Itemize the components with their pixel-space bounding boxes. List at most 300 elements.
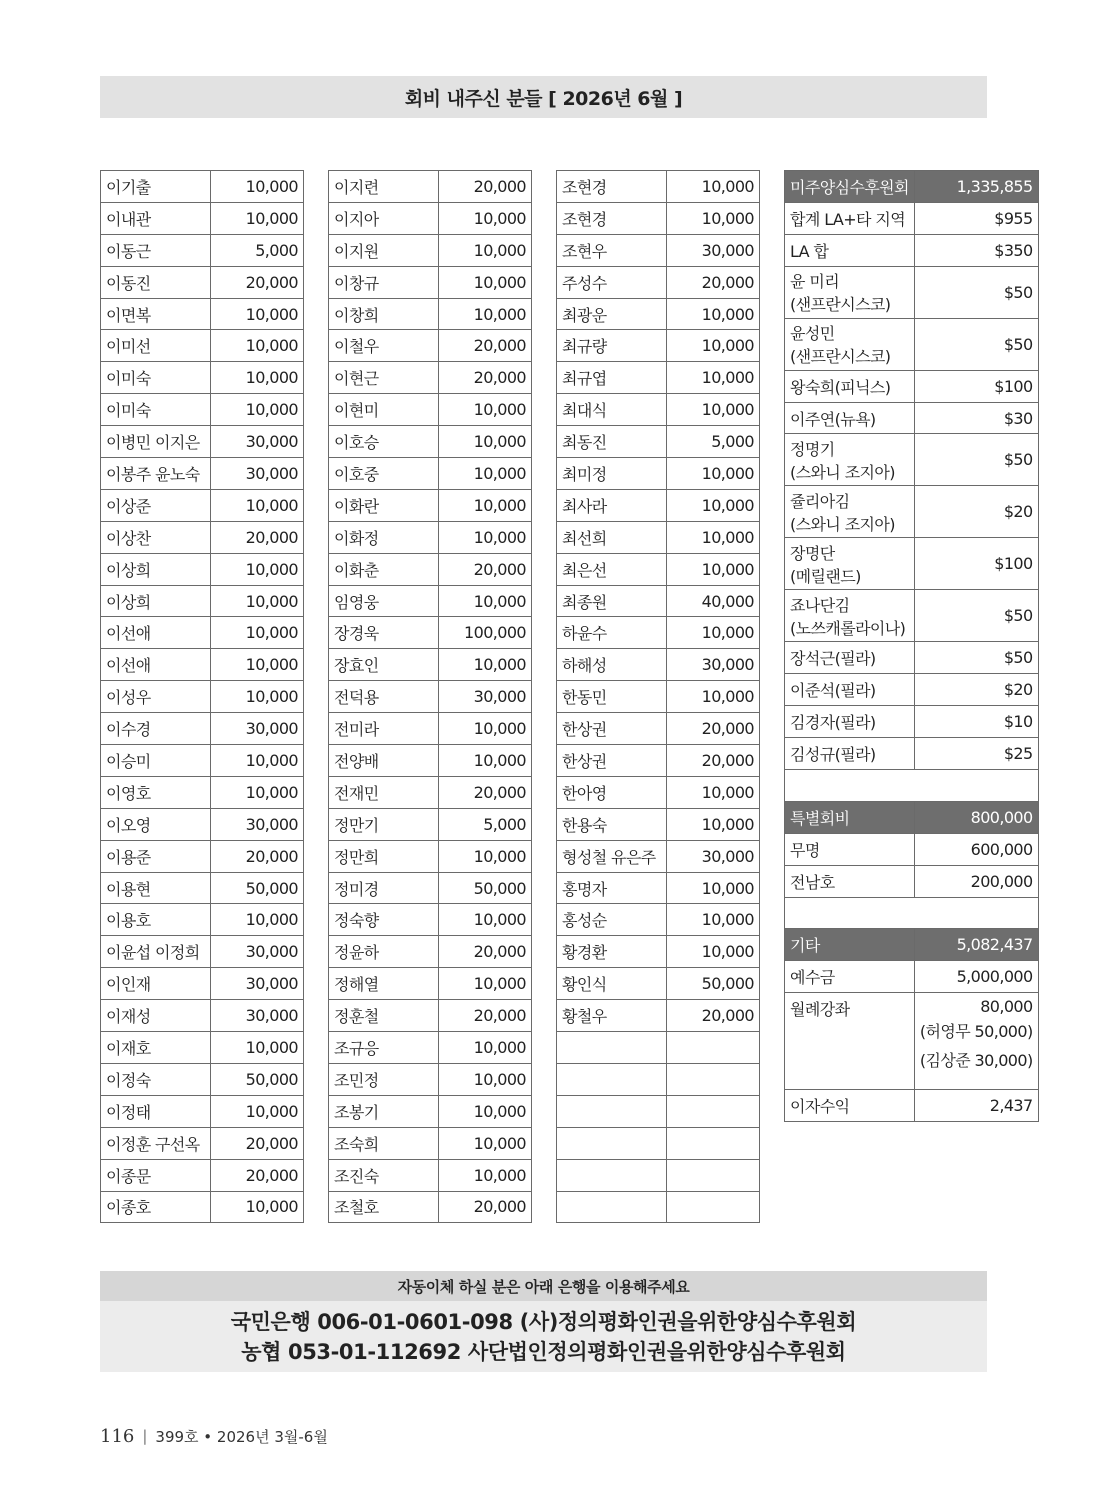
donor-name: 전덕용 (329, 681, 439, 713)
table-row (329, 936, 532, 968)
donation-amount: 20,000 (211, 840, 304, 872)
row-amount: $50 (914, 434, 1038, 486)
table-row (557, 872, 760, 904)
table-row (329, 330, 532, 362)
donor-name: 이종문 (101, 1159, 211, 1191)
table-row (329, 298, 532, 330)
special-section-title: 특별회비 (785, 801, 915, 833)
donation-amount: 10,000 (439, 713, 532, 745)
region-line: (샌프란시스코) (790, 347, 891, 367)
table-row (101, 776, 304, 808)
donor-name: 한아영 (557, 776, 667, 808)
row-amount: $955 (914, 202, 1038, 234)
donation-amount: 10,000 (667, 808, 760, 840)
donation-amount: 20,000 (439, 936, 532, 968)
donor-name: 이용준 (101, 840, 211, 872)
donation-amount: 50,000 (667, 968, 760, 1000)
donation-amount: 20,000 (439, 171, 532, 203)
special-section-total: 800,000 (914, 801, 1038, 833)
donor-list-column-3 (556, 170, 760, 1223)
donor-name: 이상준 (101, 489, 211, 521)
table-row (101, 808, 304, 840)
donor-name: 조현경 (557, 171, 667, 203)
donor-name: 이호중 (329, 458, 439, 490)
donation-amount: 30,000 (211, 458, 304, 490)
blank-row (785, 770, 1039, 802)
row-name (785, 590, 915, 642)
donor-name: 정해열 (329, 968, 439, 1000)
row-name (785, 538, 915, 590)
donor-name: 정훈철 (329, 1000, 439, 1032)
donor-name: 전재민 (329, 776, 439, 808)
table-row (557, 585, 760, 617)
table-row (329, 713, 532, 745)
table-row (329, 968, 532, 1000)
table-row (101, 1000, 304, 1032)
table-row (101, 171, 304, 203)
row-name: LA 합 (785, 234, 915, 266)
row-name: 이자수익 (785, 1090, 915, 1122)
donation-amount: 20,000 (211, 266, 304, 298)
donation-amount: 10,000 (667, 458, 760, 490)
donation-amount: 10,000 (667, 489, 760, 521)
name-line: 장명단 (790, 543, 835, 563)
row-amount: $50 (914, 590, 1038, 642)
table-row (329, 681, 532, 713)
donor-name: 정미경 (329, 872, 439, 904)
donor-name: 한상권 (557, 745, 667, 777)
table-row (557, 266, 760, 298)
row-amount: 80,000 (980, 997, 1033, 1017)
donor-name (557, 1032, 667, 1064)
donation-amount (667, 1191, 760, 1223)
donation-amount: 10,000 (667, 298, 760, 330)
donation-amount: 50,000 (211, 1063, 304, 1095)
table-row (557, 298, 760, 330)
donor-name: 이정숙 (101, 1063, 211, 1095)
donation-amount: 10,000 (439, 521, 532, 553)
donor-name: 황경환 (557, 936, 667, 968)
donation-amount: 20,000 (667, 713, 760, 745)
donor-name: 장효인 (329, 649, 439, 681)
donation-amount: 40,000 (667, 585, 760, 617)
table-row (329, 266, 532, 298)
table-row (101, 202, 304, 234)
donation-amount: 10,000 (211, 394, 304, 426)
table-row (557, 521, 760, 553)
table-row (785, 486, 1039, 538)
table-row (329, 1191, 532, 1223)
donation-amount: 10,000 (211, 489, 304, 521)
row-amount: $100 (914, 538, 1038, 590)
donor-name (557, 1063, 667, 1095)
donor-name: 홍성순 (557, 904, 667, 936)
donation-amount: 10,000 (439, 649, 532, 681)
donation-amount (667, 1159, 760, 1191)
donor-name: 이동진 (101, 266, 211, 298)
donor-name: 최대식 (557, 394, 667, 426)
donation-amount: 10,000 (667, 330, 760, 362)
donor-name: 정만기 (329, 808, 439, 840)
table-row (101, 713, 304, 745)
lecture-detail: (허영무 50,000) (919, 1022, 1033, 1042)
row-amount-block (914, 993, 1038, 1090)
donor-name: 조현경 (557, 202, 667, 234)
donor-name: 이종호 (101, 1191, 211, 1223)
donation-amount: 30,000 (439, 681, 532, 713)
table-row (557, 745, 760, 777)
donation-amount: 10,000 (211, 1032, 304, 1064)
donor-name (557, 1095, 667, 1127)
donor-name: 이화란 (329, 489, 439, 521)
table-row (329, 489, 532, 521)
table-row (785, 738, 1039, 770)
donor-name: 이윤섭 이정희 (101, 936, 211, 968)
donor-name: 조봉기 (329, 1095, 439, 1127)
table-row (101, 1032, 304, 1064)
donation-amount: 100,000 (439, 617, 532, 649)
table-row (101, 330, 304, 362)
donation-amount: 30,000 (211, 936, 304, 968)
region-line: (스와니 조지아) (790, 514, 895, 534)
donor-name: 이선애 (101, 649, 211, 681)
donation-amount: 10,000 (211, 585, 304, 617)
table-row (101, 904, 304, 936)
donor-name: 이미숙 (101, 362, 211, 394)
name-line: 윤 미리 (790, 272, 840, 292)
donor-name: 이용호 (101, 904, 211, 936)
row-name: 이준석(필라) (785, 674, 915, 706)
row-amount: 5,000,000 (914, 961, 1038, 993)
row-name: 왕숙희(피닉스) (785, 370, 915, 402)
table-row (329, 553, 532, 585)
donation-amount (667, 1127, 760, 1159)
donor-name: 이화춘 (329, 553, 439, 585)
table-row (557, 1159, 760, 1191)
table-row (329, 585, 532, 617)
issue-info: 399호 • 2026년 3월-6월 (155, 1427, 328, 1446)
table-row (329, 1095, 532, 1127)
table-row (557, 330, 760, 362)
table-row (557, 649, 760, 681)
donation-amount: 10,000 (667, 872, 760, 904)
donation-amount: 10,000 (439, 1127, 532, 1159)
donor-name: 이상희 (101, 553, 211, 585)
donor-name: 이현근 (329, 362, 439, 394)
table-row (101, 1191, 304, 1223)
donation-amount: 30,000 (211, 426, 304, 458)
table-row (557, 840, 760, 872)
row-name: 장석근(필라) (785, 642, 915, 674)
table-row (557, 1032, 760, 1064)
us-section-total: 1,335,855 (914, 171, 1038, 203)
donation-amount: 10,000 (211, 362, 304, 394)
table-row (329, 234, 532, 266)
donation-amount: 10,000 (439, 266, 532, 298)
donor-name: 최종원 (557, 585, 667, 617)
table-row (785, 402, 1039, 434)
donation-amount: 10,000 (211, 330, 304, 362)
donor-name: 이인재 (101, 968, 211, 1000)
donor-name: 이미선 (101, 330, 211, 362)
donation-amount: 20,000 (439, 362, 532, 394)
donor-name: 장경욱 (329, 617, 439, 649)
table-row (101, 649, 304, 681)
row-amount: 600,000 (914, 833, 1038, 865)
donation-amount: 10,000 (211, 904, 304, 936)
blank-cell (785, 897, 1039, 929)
row-name: 무명 (785, 833, 915, 865)
region-line: (샌프란시스코) (790, 295, 891, 315)
donor-name: 최미정 (557, 458, 667, 490)
donor-name: 최동진 (557, 426, 667, 458)
donation-amount: 10,000 (667, 904, 760, 936)
bank-heading: 자동이체 하실 분은 아래 은행을 이용해주세요 (100, 1271, 987, 1301)
table-row (101, 1127, 304, 1159)
table-row (557, 808, 760, 840)
table-row (101, 872, 304, 904)
donor-name: 정윤하 (329, 936, 439, 968)
table-row (557, 362, 760, 394)
donation-amount: 10,000 (667, 521, 760, 553)
donation-amount: 10,000 (439, 1095, 532, 1127)
donor-name: 이승미 (101, 745, 211, 777)
row-name: 예수금 (785, 961, 915, 993)
donation-amount: 20,000 (667, 1000, 760, 1032)
table-row (329, 776, 532, 808)
donor-name: 이내관 (101, 202, 211, 234)
donation-amount: 20,000 (211, 1127, 304, 1159)
donor-name: 이지아 (329, 202, 439, 234)
donor-name: 주성수 (557, 266, 667, 298)
table-row (101, 936, 304, 968)
table-row (101, 617, 304, 649)
donor-name: 임영웅 (329, 585, 439, 617)
row-name: 이주연(뉴욕) (785, 402, 915, 434)
donation-amount: 5,000 (667, 426, 760, 458)
table-row (101, 553, 304, 585)
lecture-detail: (김상준 30,000) (919, 1051, 1033, 1071)
row-name: 월례강좌 (785, 993, 915, 1090)
donation-amount: 10,000 (211, 1095, 304, 1127)
donor-name: 한용숙 (557, 808, 667, 840)
row-amount: $50 (914, 266, 1038, 318)
table-row (557, 489, 760, 521)
name-line: 정명기 (790, 439, 835, 459)
donation-amount: 20,000 (667, 266, 760, 298)
bank-line-nonghyup: 농협 053-01-112692 사단법인정의평화인권을위한양심수후원회 (241, 1339, 846, 1364)
donor-name: 이재성 (101, 1000, 211, 1032)
table-row (329, 426, 532, 458)
table-row (101, 521, 304, 553)
bank-line-kookmin: 국민은행 006-01-0601-098 (사)정의평화인권을위한양심수후원회 (230, 1309, 857, 1334)
donor-name: 이상희 (101, 585, 211, 617)
row-amount: $50 (914, 318, 1038, 370)
table-row (557, 1127, 760, 1159)
donor-name: 최규엽 (557, 362, 667, 394)
table-row (329, 745, 532, 777)
table-row (557, 1000, 760, 1032)
donation-amount: 5,000 (211, 234, 304, 266)
donor-name: 이미숙 (101, 394, 211, 426)
donor-name: 이현미 (329, 394, 439, 426)
table-row (329, 1159, 532, 1191)
donor-name: 최광운 (557, 298, 667, 330)
region-line: (스와니 조지아) (790, 462, 895, 482)
table-row (101, 1095, 304, 1127)
row-amount: $25 (914, 738, 1038, 770)
donation-amount: 10,000 (211, 776, 304, 808)
table-row (785, 590, 1039, 642)
donor-name: 이선애 (101, 617, 211, 649)
table-row (785, 993, 1039, 1090)
table-row (785, 706, 1039, 738)
donor-name: 최규량 (557, 330, 667, 362)
row-amount: 200,000 (914, 865, 1038, 897)
donor-name: 이정훈 구선옥 (101, 1127, 211, 1159)
table-row (329, 458, 532, 490)
table-row (329, 394, 532, 426)
table-row (785, 674, 1039, 706)
donation-amount: 10,000 (211, 553, 304, 585)
page-number: 116 (100, 1425, 135, 1447)
donor-name: 이창규 (329, 266, 439, 298)
table-row (101, 458, 304, 490)
table-row (557, 171, 760, 203)
donor-name: 조철호 (329, 1191, 439, 1223)
table-row (557, 681, 760, 713)
table-row (101, 426, 304, 458)
table-row (557, 904, 760, 936)
table-row (329, 840, 532, 872)
donor-name: 이호승 (329, 426, 439, 458)
donation-amount: 20,000 (211, 1159, 304, 1191)
donor-name: 이병민 이지은 (101, 426, 211, 458)
table-row (101, 1159, 304, 1191)
donor-name: 최사라 (557, 489, 667, 521)
donation-amount (667, 1032, 760, 1064)
table-row (101, 394, 304, 426)
donor-name: 홍명자 (557, 872, 667, 904)
table-row (101, 745, 304, 777)
row-name (785, 318, 915, 370)
donor-name: 이봉주 윤노숙 (101, 458, 211, 490)
donor-name: 조규응 (329, 1032, 439, 1064)
donor-name (557, 1159, 667, 1191)
donation-amount: 10,000 (667, 776, 760, 808)
bank-info (100, 1301, 987, 1372)
donation-amount: 10,000 (211, 617, 304, 649)
donor-name: 정만희 (329, 840, 439, 872)
donor-name: 이정태 (101, 1095, 211, 1127)
donor-name: 이철우 (329, 330, 439, 362)
donation-amount: 10,000 (439, 458, 532, 490)
donation-amount: 30,000 (667, 840, 760, 872)
table-row (101, 840, 304, 872)
footer-separator: | (142, 1427, 148, 1445)
table-row (557, 776, 760, 808)
donation-amount: 10,000 (439, 234, 532, 266)
table-row (785, 234, 1039, 266)
table-row (557, 394, 760, 426)
donor-name: 황철우 (557, 1000, 667, 1032)
row-name: 김경자(필라) (785, 706, 915, 738)
donation-amount: 10,000 (439, 489, 532, 521)
donor-name: 이지원 (329, 234, 439, 266)
table-row (785, 1090, 1039, 1122)
table-row (785, 202, 1039, 234)
donation-amount: 10,000 (211, 171, 304, 203)
donation-amount: 30,000 (211, 713, 304, 745)
donor-name: 이지련 (329, 171, 439, 203)
donation-amount: 20,000 (439, 1000, 532, 1032)
donation-amount: 10,000 (667, 681, 760, 713)
donation-amount: 10,000 (667, 362, 760, 394)
etc-section-header (785, 929, 1039, 961)
table-row (557, 426, 760, 458)
table-row (101, 298, 304, 330)
table-row (557, 1095, 760, 1127)
table-row (785, 266, 1039, 318)
donor-name: 이재호 (101, 1032, 211, 1064)
donation-amount: 20,000 (667, 745, 760, 777)
row-amount: $350 (914, 234, 1038, 266)
donor-name: 이용현 (101, 872, 211, 904)
table-row (329, 872, 532, 904)
donor-name: 이수경 (101, 713, 211, 745)
donation-amount: 10,000 (211, 745, 304, 777)
table-row (329, 521, 532, 553)
donation-amount: 10,000 (211, 649, 304, 681)
donation-amount (667, 1063, 760, 1095)
donation-amount: 10,000 (667, 171, 760, 203)
table-row (785, 642, 1039, 674)
table-row (785, 865, 1039, 897)
donor-name: 형성철 유은주 (557, 840, 667, 872)
table-row (329, 1032, 532, 1064)
page-footer (100, 1424, 328, 1448)
donation-amount: 10,000 (439, 298, 532, 330)
row-name (785, 266, 915, 318)
row-amount: $100 (914, 370, 1038, 402)
donor-name: 이성우 (101, 681, 211, 713)
donor-name: 이면복 (101, 298, 211, 330)
table-row (329, 808, 532, 840)
name-line: 쥴리아김 (790, 491, 850, 511)
table-row (785, 434, 1039, 486)
donor-name: 조현우 (557, 234, 667, 266)
donation-amount: 10,000 (667, 617, 760, 649)
row-name: 합계 LA+타 지역 (785, 202, 915, 234)
table-row (557, 968, 760, 1000)
donation-amount: 10,000 (211, 202, 304, 234)
table-row (329, 904, 532, 936)
table-row (557, 1063, 760, 1095)
etc-section-total: 5,082,437 (914, 929, 1038, 961)
special-section-header (785, 801, 1039, 833)
table-row (329, 202, 532, 234)
table-row (785, 833, 1039, 865)
table-row (557, 458, 760, 490)
donation-amount: 10,000 (439, 840, 532, 872)
donor-name: 이화정 (329, 521, 439, 553)
donation-amount: 30,000 (667, 649, 760, 681)
donation-amount: 10,000 (439, 968, 532, 1000)
donor-name: 조민정 (329, 1063, 439, 1095)
row-name: 전남호 (785, 865, 915, 897)
table-row (557, 553, 760, 585)
table-row (557, 713, 760, 745)
